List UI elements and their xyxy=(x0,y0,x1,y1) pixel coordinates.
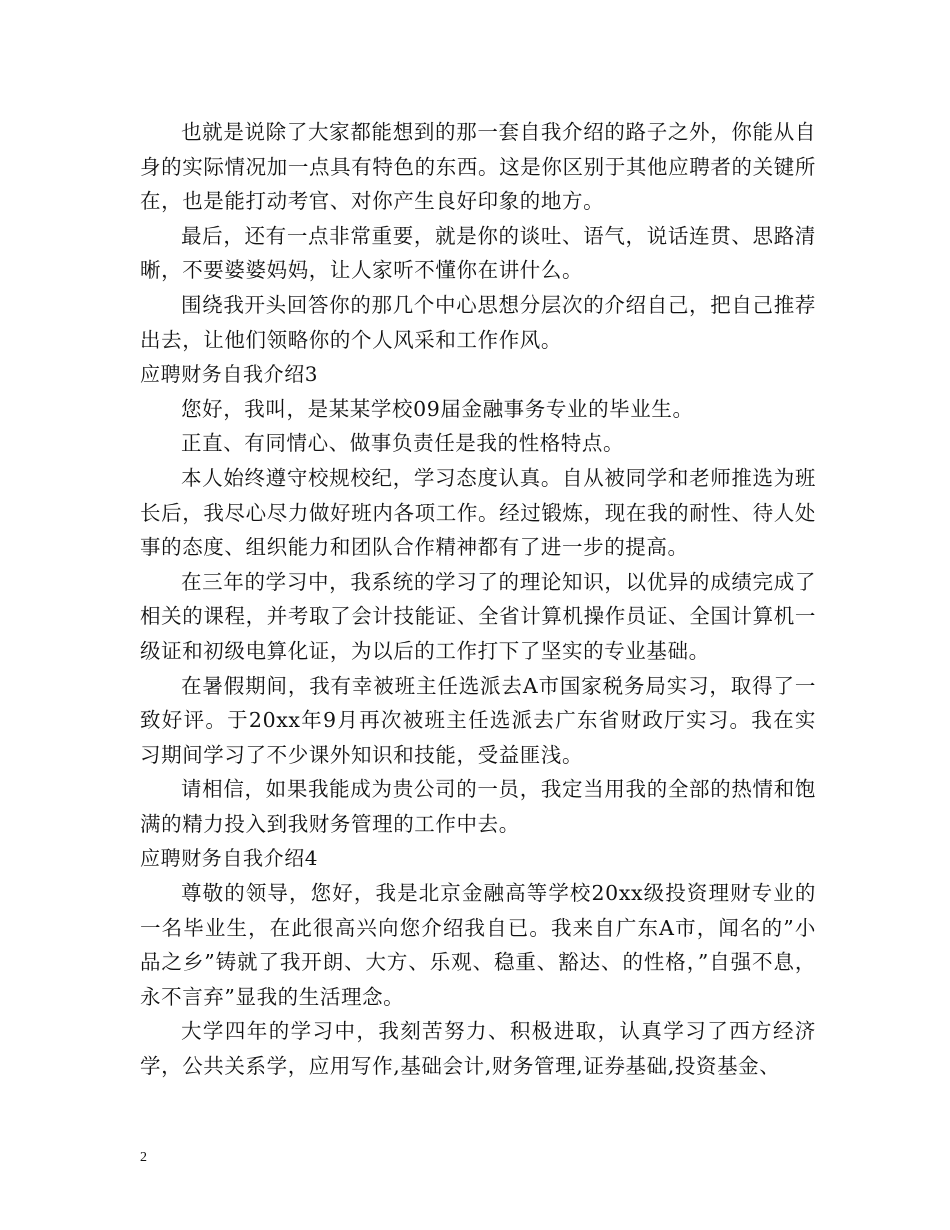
paragraph: 最后，还有一点非常重要，就是你的谈吐、语气，说话连贯、思路清晰，不要婆婆妈妈，让人家听不懂你在讲什么。 xyxy=(140,223,816,283)
paragraph: 您好，我叫，是某某学校09届金融事务专业的毕业生。 xyxy=(181,396,694,421)
section-heading: 应聘财务自我介绍4 xyxy=(140,846,319,871)
paragraph: 也就是说除了大家都能想到的那一套自我介绍的路子之外，你能从自身的实际情况加一点具有特色的东西。这是你区别于其他应聘者的关键所在，也是能打动考官、对你产生良好印象的地方。 xyxy=(140,120,816,214)
paragraph: 请相信，如果我能成为贵公司的一员，我定当用我的全部的热情和饱满的精力投入到我财务管理的工作中去。 xyxy=(140,777,816,836)
page-number: 2 xyxy=(140,1150,147,1165)
section-heading: 应聘财务自我介绍3 xyxy=(140,362,319,387)
paragraph: 大学四年的学习中，我刻苦努力、积极进取，认真学习了西方经济学，公共关系学，应用写作,基础会计,财务管理,证券基础,投资基金、 xyxy=(140,1019,816,1079)
paragraph: 在三年的学习中，我系统的学习了的理论知识，以优异的成绩完成了相关的课程，并考取了会计技能证、全省计算机操作员证、全国计算机一级证和初级电算化证，为以后的工作打下了坚实的专业基础。 xyxy=(140,569,816,663)
paragraph: 本人始终遵守校规校纪，学习态度认真。自从被同学和老师推选为班长后，我尽心尽力做好班内各项工作。经过锻炼，现在我的耐性、待人处事的态度、组织能力和团队合作精神都有了进一步的提高。 xyxy=(140,465,816,560)
paragraph: 围绕我开头回答你的那几个中心思想分层次的介绍自己，把自己推荐出去，让他们领略你的个人风采和工作作风。 xyxy=(140,292,816,352)
paragraph: 尊敬的领导，您好，我是北京金融高等学校20xx级投资理财专业的一名毕业生，在此很高兴向您介绍我自已。我来自广东A市，闻名的”小品之乡”铸就了我开朗、大方、乐观、稳重、豁达、的性格，”自强不息，永不言弃”显我的生活理念。 xyxy=(140,881,816,1009)
document-body xyxy=(140,115,816,1084)
paragraph: 正直、有同情心、做事负责任是我的性格特点。 xyxy=(181,431,625,456)
paragraph: 在暑假期间，我有幸被班主任选派去A市国家税务局实习，取得了一致好评。于20xx年9月再次被班主任选派去广东省财政厅实习。我在实习期间学习了不少课外知识和技能，受益匪浅。 xyxy=(140,673,816,767)
